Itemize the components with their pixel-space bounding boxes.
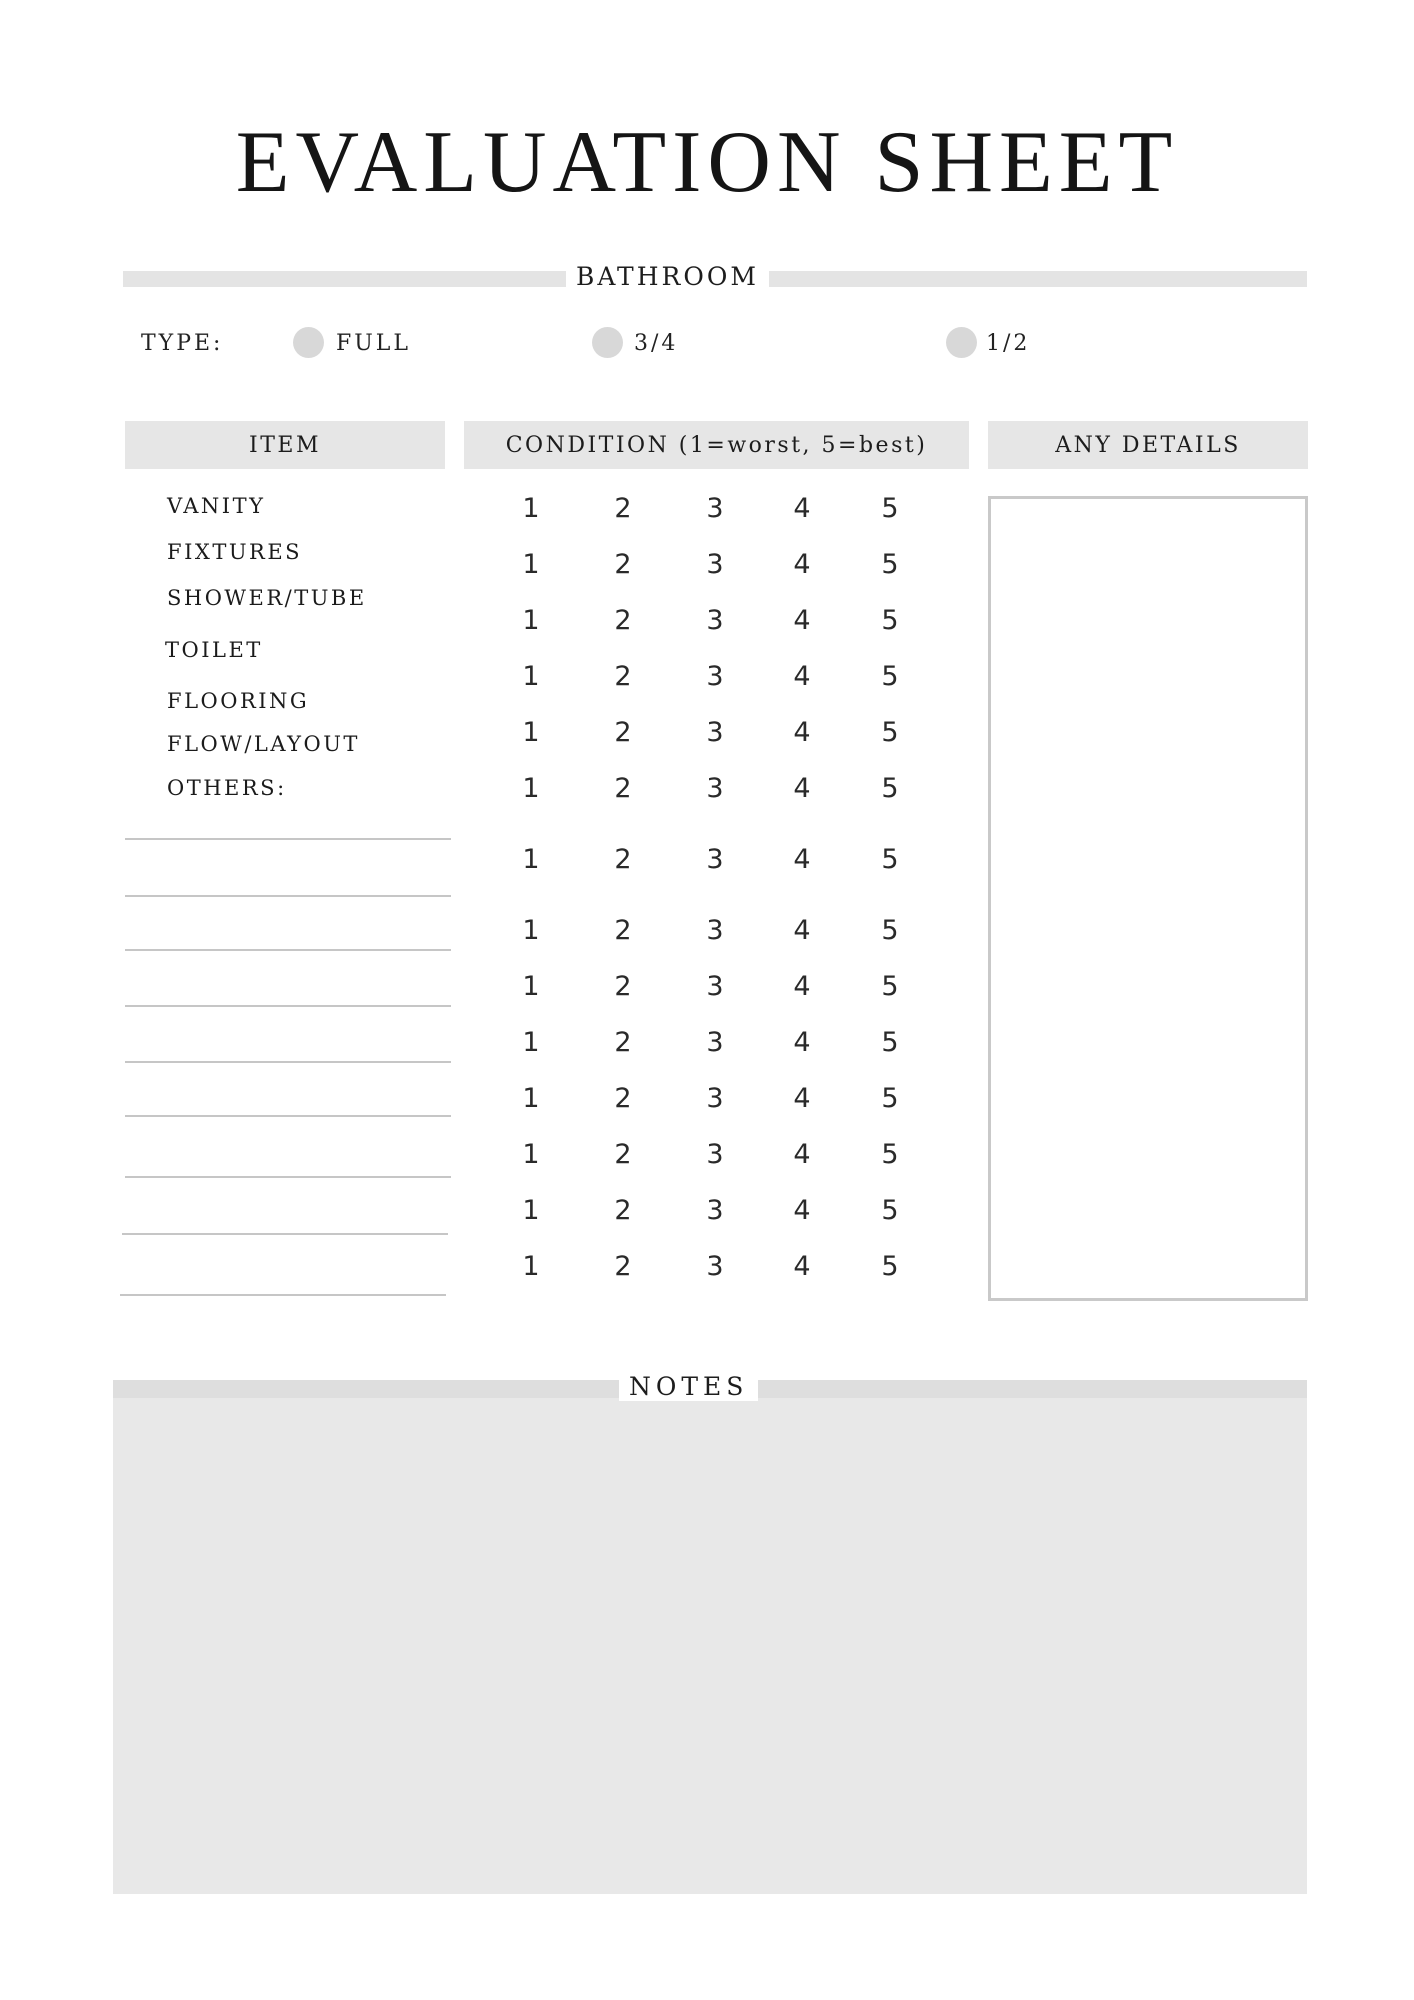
rating-option[interactable]: 5 (881, 1251, 899, 1282)
rating-option[interactable]: 1 (522, 605, 540, 636)
write-in-line[interactable] (125, 1176, 451, 1178)
rating-option[interactable]: 4 (793, 1139, 811, 1170)
radio-three-quarter[interactable] (592, 327, 623, 358)
rating-option[interactable]: 5 (881, 844, 899, 875)
write-in-line[interactable] (125, 1061, 451, 1063)
radio-half[interactable] (946, 327, 977, 358)
item-flooring: FLOORING (167, 689, 310, 713)
item-column-header: ITEM (125, 421, 445, 469)
write-in-line[interactable] (125, 838, 451, 840)
details-box[interactable] (988, 496, 1308, 1301)
rating-option[interactable]: 3 (706, 915, 724, 946)
rating-option[interactable]: 5 (881, 915, 899, 946)
rating-option[interactable]: 2 (614, 661, 632, 692)
rating-option[interactable]: 5 (881, 971, 899, 1002)
notes-area[interactable] (113, 1380, 1307, 1894)
rating-option[interactable]: 5 (881, 717, 899, 748)
condition-column-header: CONDITION (1=worst, 5=best) (464, 421, 969, 469)
rating-option[interactable]: 1 (522, 1251, 540, 1282)
write-in-line[interactable] (125, 949, 451, 951)
item-fixtures: FIXTURES (167, 540, 303, 564)
rating-option[interactable]: 4 (793, 493, 811, 524)
rating-option[interactable]: 3 (706, 1027, 724, 1058)
rating-option[interactable]: 4 (793, 661, 811, 692)
rating-option[interactable]: 2 (614, 605, 632, 636)
write-in-line[interactable] (125, 1005, 451, 1007)
rating-option[interactable]: 2 (614, 1251, 632, 1282)
rating-option[interactable]: 3 (706, 1083, 724, 1114)
rating-option[interactable]: 3 (706, 773, 724, 804)
option-label-three-quarter: 3/4 (634, 331, 679, 356)
rating-option[interactable]: 2 (614, 971, 632, 1002)
rating-option[interactable]: 5 (881, 661, 899, 692)
rating-option[interactable]: 5 (881, 1195, 899, 1226)
details-column-header: ANY DETAILS (988, 421, 1308, 469)
rating-option[interactable]: 3 (706, 1195, 724, 1226)
rating-option[interactable]: 4 (793, 1083, 811, 1114)
rating-option[interactable]: 4 (793, 1251, 811, 1282)
write-in-line[interactable] (125, 1115, 451, 1117)
rating-option[interactable]: 4 (793, 971, 811, 1002)
rating-option[interactable]: 1 (522, 1083, 540, 1114)
rating-option[interactable]: 2 (614, 549, 632, 580)
rating-option[interactable]: 4 (793, 1195, 811, 1226)
rating-option[interactable]: 5 (881, 605, 899, 636)
rating-option[interactable]: 5 (881, 1139, 899, 1170)
rating-option[interactable]: 1 (522, 1195, 540, 1226)
rating-option[interactable]: 3 (706, 1251, 724, 1282)
rating-option[interactable]: 5 (881, 1083, 899, 1114)
option-label-full: FULL (336, 331, 412, 356)
item-vanity: VANITY (167, 494, 266, 518)
rating-option[interactable]: 4 (793, 549, 811, 580)
item-flow-layout: FLOW/LAYOUT (167, 732, 360, 756)
rating-option[interactable]: 2 (614, 1195, 632, 1226)
rating-option[interactable]: 2 (614, 1139, 632, 1170)
rating-option[interactable]: 3 (706, 1139, 724, 1170)
item-toilet: TOILET (165, 638, 263, 662)
rating-option[interactable]: 1 (522, 661, 540, 692)
rating-option[interactable]: 4 (793, 773, 811, 804)
rating-option[interactable]: 2 (614, 1027, 632, 1058)
rating-option[interactable]: 4 (793, 1027, 811, 1058)
page-title: EVALUATION SHEET (235, 114, 1179, 211)
rating-option[interactable]: 4 (793, 717, 811, 748)
rating-option[interactable]: 2 (614, 717, 632, 748)
write-in-line[interactable] (120, 1294, 446, 1296)
type-label: TYPE: (141, 331, 224, 356)
rating-option[interactable]: 1 (522, 717, 540, 748)
item-shower-tube: SHOWER/TUBE (167, 586, 367, 610)
rating-option[interactable]: 1 (522, 844, 540, 875)
rating-option[interactable]: 4 (793, 844, 811, 875)
rating-option[interactable]: 4 (793, 605, 811, 636)
write-in-line[interactable] (125, 895, 451, 897)
rating-option[interactable]: 2 (614, 844, 632, 875)
rating-option[interactable]: 3 (706, 549, 724, 580)
rating-option[interactable]: 3 (706, 971, 724, 1002)
write-in-line[interactable] (122, 1233, 448, 1235)
rating-option[interactable]: 1 (522, 971, 540, 1002)
rating-option[interactable]: 2 (614, 493, 632, 524)
rating-option[interactable]: 2 (614, 1083, 632, 1114)
rating-option[interactable]: 2 (614, 773, 632, 804)
rating-option[interactable]: 5 (881, 493, 899, 524)
rating-option[interactable]: 1 (522, 915, 540, 946)
rating-option[interactable]: 1 (522, 493, 540, 524)
notes-title: NOTES (619, 1372, 758, 1401)
rating-option[interactable]: 1 (522, 1139, 540, 1170)
rating-option[interactable]: 3 (706, 661, 724, 692)
rating-option[interactable]: 3 (706, 493, 724, 524)
rating-option[interactable]: 1 (522, 773, 540, 804)
rating-option[interactable]: 3 (706, 605, 724, 636)
rating-option[interactable]: 5 (881, 1027, 899, 1058)
rating-option[interactable]: 1 (522, 549, 540, 580)
radio-full[interactable] (293, 327, 324, 358)
rating-option[interactable]: 2 (614, 915, 632, 946)
rating-option[interactable]: 5 (881, 773, 899, 804)
rating-option[interactable]: 1 (522, 1027, 540, 1058)
rating-option[interactable]: 3 (706, 717, 724, 748)
rating-option[interactable]: 4 (793, 915, 811, 946)
section-title: BATHROOM (566, 262, 769, 291)
rating-option[interactable]: 3 (706, 844, 724, 875)
rating-option[interactable]: 5 (881, 549, 899, 580)
option-label-half: 1/2 (986, 331, 1031, 356)
item-others: OTHERS: (167, 776, 287, 800)
